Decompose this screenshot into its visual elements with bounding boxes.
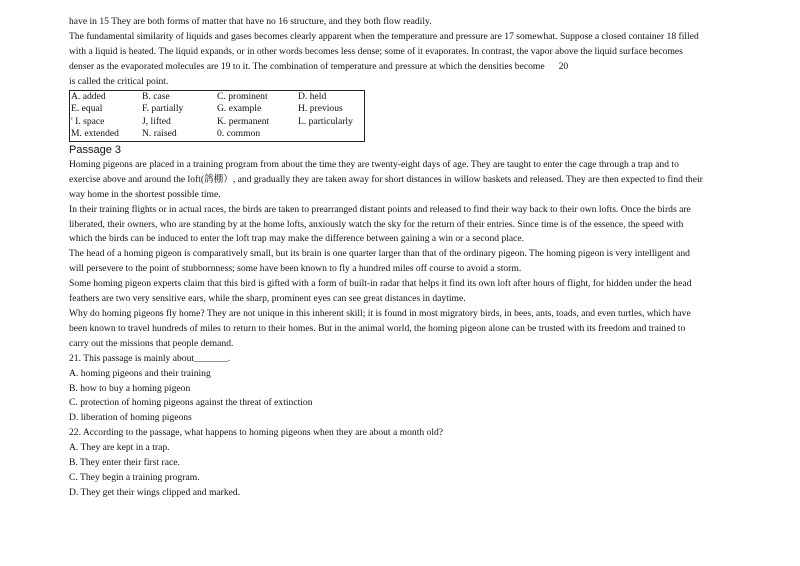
passage-line: The head of a homing pigeon is comparatively small, but its brain is one quarter larger than that of the ordinary pigeon. The homing pigeon is very intelligent and xyxy=(69,248,690,260)
questions-block xyxy=(69,352,769,501)
question-stem: 22. According to the passage, what happens to homing pigeons when they are about a month old? xyxy=(69,427,444,439)
text-line: have in 15 They are both forms of matter that have no 16 structure, and they both flow readily. xyxy=(69,16,432,27)
passage-body xyxy=(69,158,769,352)
passage-line: Some homing pigeon experts claim that this bird is gifted with a form of built-in radar that helps it find its own loft after hours of flight, for hidden under the head xyxy=(69,278,692,290)
answer-option[interactable]: B. They enter their first race. xyxy=(69,457,180,469)
option-cell: C. prominent xyxy=(217,90,268,102)
answer-option[interactable]: C. They begin a training program. xyxy=(69,471,200,483)
option-cell: K. permanent xyxy=(217,115,270,127)
option-cell: M. extended xyxy=(71,128,119,140)
cloze-text xyxy=(69,15,769,90)
answer-option[interactable]: A. homing pigeons and their training xyxy=(69,367,211,379)
answer-option[interactable]: A. They are kept in a trap. xyxy=(69,442,170,454)
passage-line: Why do homing pigeons fly home? They are not unique in this inherent skill; it is found in most migratory birds, in bees, ants, toads, and even turtles, which have xyxy=(69,307,691,319)
passage-line: been known to travel hundreds of miles to return to their homes. But in the animal world, the homing pigeon alone can be trusted with its freedom and trained to xyxy=(69,322,686,334)
passage-line: Homing pigeons are placed in a training program from about the time they are twenty-eight days of age. They are taught to enter the cage through a trap and to xyxy=(69,158,679,170)
option-cell: L. particularly xyxy=(298,115,353,127)
answer-option[interactable]: D. liberation of homing pigeons xyxy=(69,412,192,424)
passage-line: liberated, their owners, who are standing by at the home lofts, anxiously watch the sky for the return of their entries. Since time is of the essence, the speed with xyxy=(69,218,684,230)
answer-option[interactable]: D. They get their wings clipped and marked. xyxy=(69,486,241,498)
option-cell: E. equal xyxy=(71,103,103,115)
answer-option[interactable]: B. how to buy a homing pigeon xyxy=(69,382,191,394)
option-cell: B. case xyxy=(142,90,170,102)
options-row xyxy=(70,90,365,103)
passage-line: carry out the missions that people demand. xyxy=(69,337,234,349)
blank-number: 20 xyxy=(558,60,569,72)
word-options-table xyxy=(69,90,365,142)
passage-line: feathers are two very sensitive ears, while the sharp, prominent eyes can see great distances in daytime. xyxy=(69,293,466,305)
option-cell: G. example xyxy=(217,103,262,115)
passage-line: In their training flights or in actual races, the birds are taken to prearranged distant points and released to find their way back to their own lofts. Once the birds are xyxy=(69,203,691,215)
option-cell: A. added xyxy=(71,90,106,102)
document-page xyxy=(69,15,769,501)
text-line: with a liquid is heated. The liquid expands, or in other words becomes less dense; some of it evaporates. In contrast, the vapor above the liquid surface becomes xyxy=(69,45,683,57)
option-cell: F. partially xyxy=(142,103,184,115)
option-cell: 0. common xyxy=(217,128,261,140)
text-line: is called the critical point. xyxy=(69,75,169,87)
option-cell xyxy=(297,128,365,141)
options-row xyxy=(70,128,365,141)
option-cell: J, lifted xyxy=(142,115,171,127)
passage-line: exercise above and around the loft(鸽棚）, and gradually they are taken away for short distances in willow baskets and released. They are then expected to find their xyxy=(69,173,703,185)
option-cell: ' I. space xyxy=(71,115,105,127)
option-cell: H. previous xyxy=(298,103,343,115)
text-fragment: denser as the evaporated molecules are 19 to it. The combination of temperature and pressure at which the densities become xyxy=(69,60,545,72)
options-row xyxy=(70,103,365,116)
passage-line: will persevere to the point of stubbornness; some have been known to fly a hundred miles off course to avoid a storm. xyxy=(69,263,522,275)
passage-line: which the birds can be induced to enter the loft trap may make the difference between gaining a win or a second place. xyxy=(69,233,525,245)
options-row xyxy=(70,116,365,129)
answer-option[interactable]: C. protection of homing pigeons against the threat of extinction xyxy=(69,397,313,409)
text-line xyxy=(69,60,769,75)
option-cell: N. raised xyxy=(142,128,177,140)
question-stem: 21. This passage is mainly about_______. xyxy=(69,352,231,364)
option-cell: D. held xyxy=(298,90,327,102)
passage-line: way home in the shortest possible time. xyxy=(69,188,221,200)
text-line: The fundamental similarity of liquids and gases becomes clearly apparent when the temperature and pressure are 17 somewhat. Suppose a closed container 18 filled xyxy=(69,30,699,42)
passage-title: Passage 3 xyxy=(69,143,121,156)
